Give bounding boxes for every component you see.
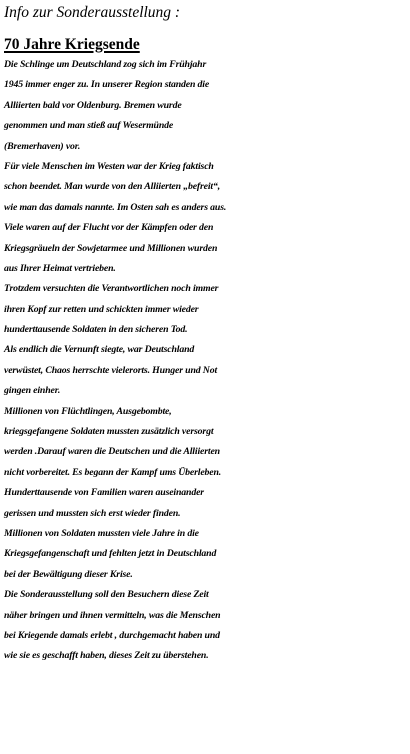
body-text (4, 55, 408, 667)
text-line: verwüstet, Chaos herrschte vielerorts. Hunger und Not (4, 364, 218, 376)
text-line: Millionen von Flüchtlingen, Ausgebombte, (4, 405, 172, 417)
text-line: gerissen und mussten sich erst wieder finden. (4, 507, 181, 519)
text-line: Hunderttausende von Familien waren auseinander (4, 487, 204, 499)
text-line: hunderttausende Soldaten in den sicheren Tod. (4, 324, 188, 336)
text-line: gingen einher. (4, 385, 61, 397)
intro-heading: Info zur Sonderausstellung : (4, 4, 181, 21)
text-line: Als endlich die Vernunft siegte, war Deutschland (4, 344, 195, 356)
text-line: nicht vorbereitet. Es begann der Kampf ums Überleben. (4, 466, 222, 478)
text-line: Alliierten bald vor Oldenburg. Bremen wurde (4, 99, 182, 111)
text-line: kriegsgefangene Soldaten mussten zusätzlich versorgt (4, 426, 214, 438)
text-line: aus Ihrer Heimat vertrieben. (4, 262, 116, 274)
text-line: bei Kriegende damals erlebt , durchgemacht haben und (4, 629, 220, 641)
text-line: Kriegsgefangenschaft und fehlten jetzt in Deutschland (4, 548, 217, 560)
text-line: genommen und man stieß auf Wesermünde (4, 120, 174, 132)
text-line: Viele waren auf der Flucht vor der Kämpfen oder den (4, 222, 214, 234)
text-line: werden .Darauf waren die Deutschen und die Alliierten (4, 446, 220, 458)
text-line: Für viele Menschen im Westen war der Krieg faktisch (4, 160, 214, 172)
text-line: Die Sonderausstellung soll den Besuchern diese Zeit (4, 589, 209, 601)
text-line: ihren Kopf zur retten und schickten immer wieder (4, 303, 199, 315)
text-line: näher bringen und ihnen vermitteln, was die Menschen (4, 609, 221, 621)
text-line: (Bremerhaven) vor. (4, 140, 81, 152)
text-line: schon beendet. Man wurde von den Alliierten „befreit“, (4, 181, 221, 193)
text-line: bei der Bewältigung dieser Krise. (4, 568, 133, 580)
text-line: Kriegsgräueln der Sowjetarmee und Millionen wurden (4, 242, 218, 254)
text-line: 1945 immer enger zu. In unserer Region standen die (4, 79, 210, 91)
text-line: wie man das damals nannte. Im Osten sah es anders aus. (4, 201, 227, 213)
text-line: Die Schlinge um Deutschland zog sich im Frühjahr (4, 59, 207, 70)
text-line: wie sie es geschafft haben, dieses Zeit zu überstehen. (4, 650, 209, 662)
text-line: Trotzdem versuchten die Verantwortlichen noch immer (4, 283, 219, 295)
document-title: 70 Jahre Kriegsende (4, 36, 140, 53)
text-line: Millionen von Soldaten mussten viele Jahre in die (4, 527, 199, 539)
